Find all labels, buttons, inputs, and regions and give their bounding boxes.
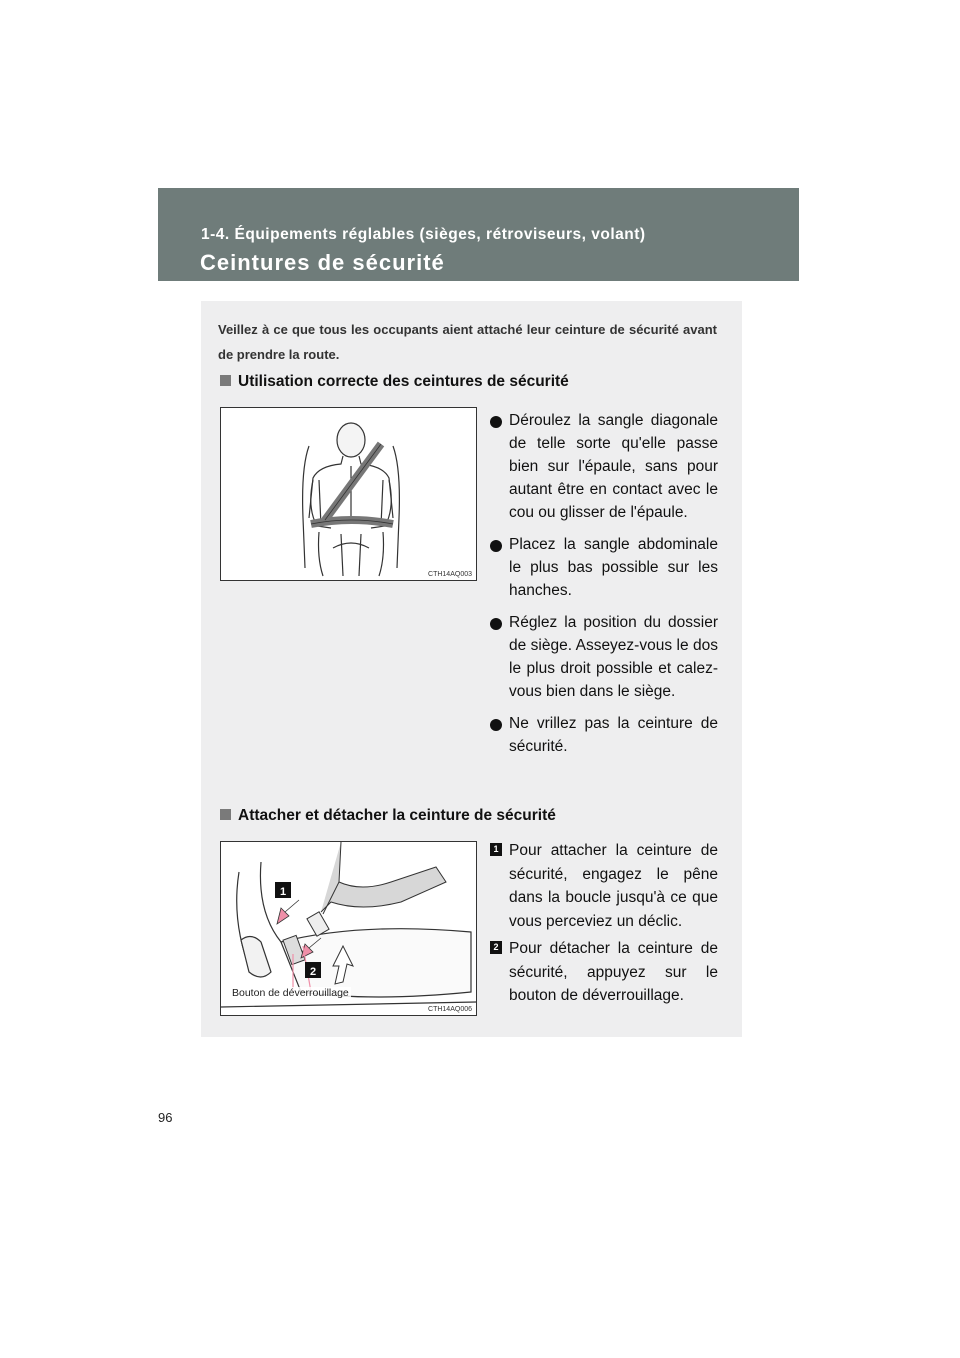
step-text: Pour attacher la ceinture de sécurité, engagez le pêne dans la boucle jusqu'à ce que vous perceviez un déclic. [509,842,718,930]
bullet-dot-icon [490,540,502,552]
section-heading-usage [220,373,569,391]
square-bullet-icon [220,809,231,820]
bullet-dot-icon [490,416,502,428]
list-item [490,937,718,1008]
square-bullet-icon [220,375,231,386]
page-title: Ceintures de sécurité [200,250,445,275]
list-item [490,839,718,933]
bullet-text: Placez la sangle abdominale le plus bas possible sur les hanches. [509,536,718,599]
list-item [490,409,718,524]
step-number-badge: 2 [490,941,502,954]
usage-bullet-list [490,409,718,767]
list-item [490,533,718,602]
step-text: Pour détacher la ceinture de sécurité, appuyez sur le bouton de déverrouillage. [509,940,718,1004]
release-button-callout: Bouton de déverrouillage [232,987,349,999]
bullet-text: Ne vrillez pas la ceinture de sécurité. [509,715,718,755]
section-heading-usage-label: Utilisation correcte des ceintures de sécurité [238,373,569,390]
figure-code: CTH14AQ006 [428,1006,472,1013]
insert-arrow-icon [277,900,299,924]
page-header [158,188,799,281]
section-heading-buckle [220,807,556,825]
bullet-text: Réglez la position du dossier de siège. Asseyez-vous le dos le plus droit possible et calez-vous bien dans le siège. [509,614,718,700]
step-number-badge: 1 [490,843,502,856]
content-panel [201,301,742,1037]
section-heading-buckle-label: Attacher et détacher la ceinture de sécurité [238,807,556,824]
section-label: 1-4. Équipements réglables (sièges, rétroviseurs, volant) [201,226,646,243]
page-number: 96 [158,1110,173,1125]
buckle-step-list [490,839,718,1012]
list-item [490,712,718,758]
svg-text:2: 2 [309,966,317,978]
seated-occupant-illustration [221,408,476,580]
bullet-dot-icon [490,618,502,630]
bullet-dot-icon [490,719,502,731]
svg-text:1: 1 [279,886,287,898]
list-item [490,611,718,703]
figure-code: CTH14AQ003 [428,571,472,578]
figure-buckle [220,841,477,1016]
figure-seated-occupant [220,407,477,581]
bullet-text: Déroulez la sangle diagonale de telle sorte qu'elle passe bien sur l'épaule, sans pour autant être en contact avec le cou ou glisser de l'épaule. [509,412,718,521]
intro-text: Veillez à ce que tous les occupants aient attaché leur ceinture de sécurité avant de prendre la route. [218,322,717,362]
